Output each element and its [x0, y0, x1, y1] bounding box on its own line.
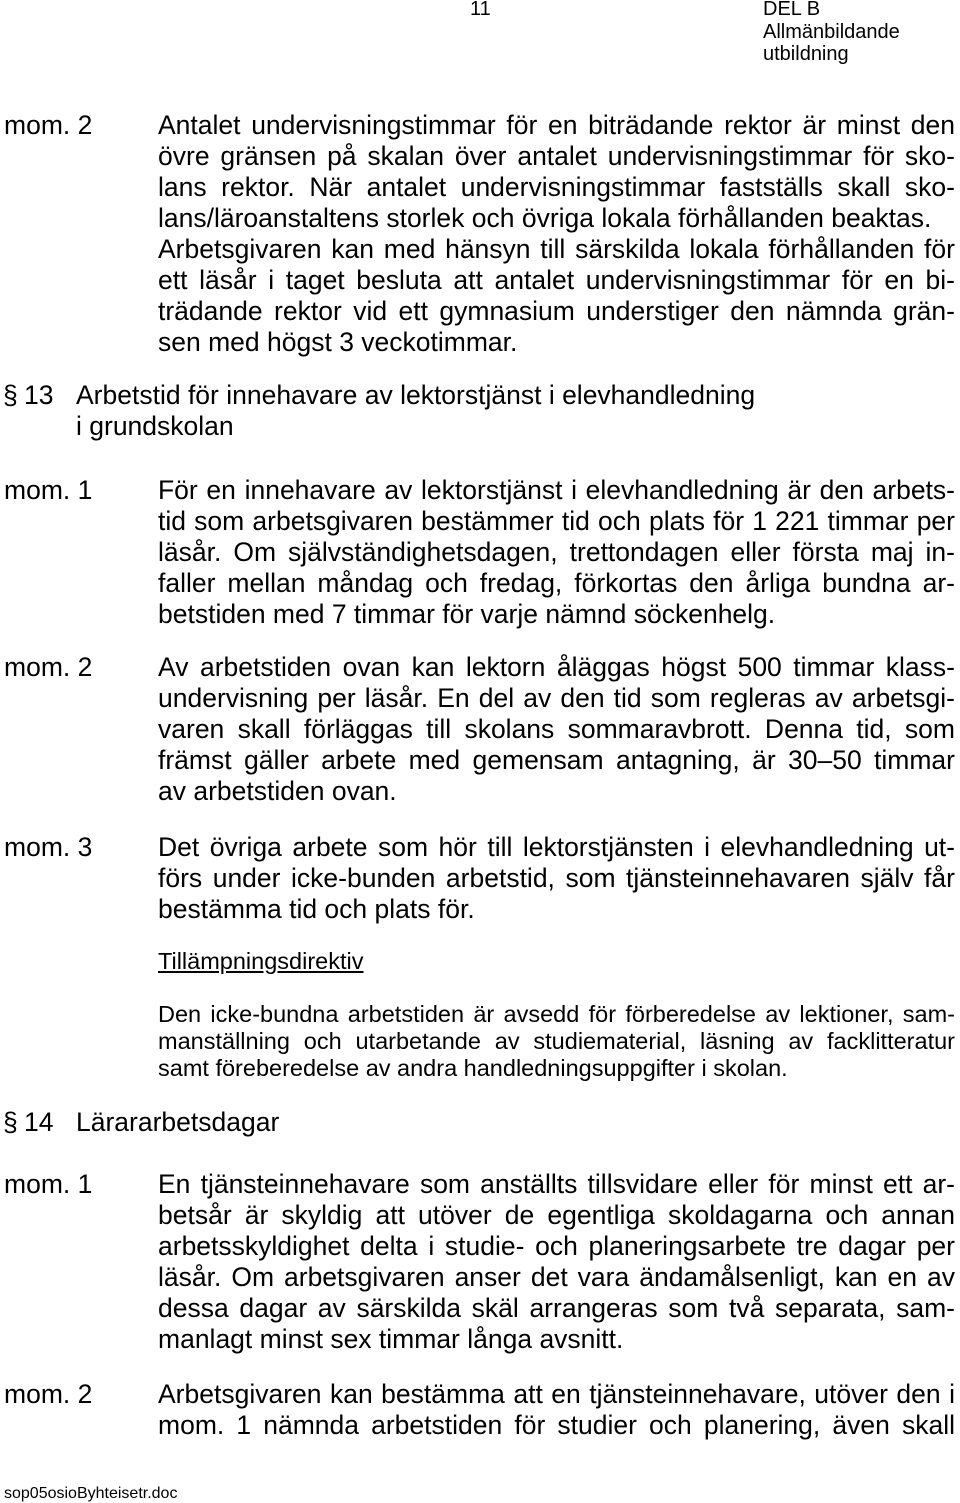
- paragraph-line: En tjänsteinnehavare som anställts tillsvidare eller för minst ett ar-: [158, 1169, 955, 1199]
- moment-paragraph: [158, 1379, 955, 1441]
- paragraph-line: Den icke-bundna arbetstiden är avsedd för förberedelse av lektioner, sam-: [158, 1001, 955, 1027]
- paragraph-line: sen med högst 3 veckotimmar.: [158, 327, 518, 357]
- paragraph-line: betstiden med 7 timmar för varje nämnd söckenhelg.: [158, 599, 776, 629]
- section-symbol: §: [3, 1107, 18, 1137]
- section-title-line: i grundskolan: [76, 411, 234, 441]
- page-number: 11: [470, 0, 491, 20]
- moment-paragraph: [158, 1169, 955, 1355]
- paragraph-line: läsår. Om arbetsgivaren anser det vara ändamålsenligt, kan en av: [158, 1262, 955, 1292]
- paragraph-line: Av arbetstiden ovan kan lektorn åläggas högst 500 timmar klass-: [158, 652, 955, 682]
- moment-label: mom. 2: [4, 110, 93, 140]
- section-title-line: Arbetstid för innehavare av lektorstjänst i elevhandledning: [76, 380, 756, 410]
- paragraph-line: ett läsår i taget besluta att antalet undervisningstimmar för en bi-: [158, 265, 955, 295]
- application-directive-paragraph: [158, 1001, 955, 1082]
- paragraph-line: av arbetstiden ovan.: [158, 776, 397, 806]
- header-part-title-line: utbildning: [763, 43, 849, 65]
- section-number: 13: [24, 380, 54, 410]
- moment-label: mom. 1: [4, 475, 93, 505]
- footer-filename: sop05osioByhteisetr.doc: [4, 1485, 178, 1502]
- paragraph-line: lans rektor. När antalet undervisningstimmar fastställs skall sko-: [158, 172, 955, 202]
- section-title: [76, 1107, 279, 1138]
- moment-paragraph: [158, 652, 955, 807]
- moment-paragraph: [158, 475, 955, 630]
- paragraph-line: betsår är skyldig att utöver de egentliga skoldagarna och annan: [158, 1200, 955, 1230]
- header-part-title-line: Allmänbildande: [763, 20, 900, 43]
- paragraph-line: Arbetsgivaren kan bestämma att en tjänsteinnehavare, utöver den i: [158, 1379, 955, 1409]
- paragraph-line: trädande rektor vid ett gymnasium understiger den nämnda grän-: [158, 296, 955, 326]
- section-symbol: §: [3, 380, 18, 410]
- application-directive-heading: Tillämpningsdirektiv: [158, 948, 364, 974]
- moment-label: mom. 2: [4, 1379, 93, 1409]
- header-part-label: DEL B: [763, 0, 821, 20]
- moment-label: mom. 3: [4, 832, 93, 862]
- paragraph-line: mom. 1 nämnda arbetstiden för studier och planering, även skall: [158, 1410, 955, 1440]
- section-number: 14: [24, 1107, 54, 1137]
- paragraph-line: undervisning per läsår. En del av den tid som regleras av arbetsgi-: [158, 683, 955, 713]
- moment-paragraph: [158, 110, 955, 358]
- section-title: [76, 380, 755, 442]
- paragraph-line: faller mellan måndag och fredag, förkortas den årliga bundna ar-: [158, 568, 955, 598]
- paragraph-line: Det övriga arbete som hör till lektorstjänsten i elevhandledning ut-: [158, 832, 955, 862]
- moment-label: mom. 1: [4, 1169, 93, 1199]
- paragraph-line: dessa dagar av särskilda skäl arrangeras som två separata, sam-: [158, 1293, 955, 1323]
- paragraph-line: lans/läroanstaltens storlek och övriga lokala förhållanden beaktas.: [158, 203, 932, 233]
- paragraph-line: läsår. Om självständighetsdagen, trettondagen eller första maj in-: [158, 537, 955, 567]
- page-header-part: [763, 0, 900, 66]
- paragraph-line: tid som arbetsgivaren bestämmer tid och plats för 1 221 timmar per: [158, 506, 955, 536]
- moment-label: mom. 2: [4, 652, 93, 682]
- paragraph-line: Arbetsgivaren kan med hänsyn till särskilda lokala förhållanden för: [158, 234, 955, 264]
- moment-paragraph: [158, 832, 955, 925]
- paragraph-line: arbetsskyldighet delta i studie- och planeringsarbete tre dagar per: [158, 1231, 955, 1261]
- section-title-line: Lärararbetsdagar: [76, 1107, 280, 1137]
- paragraph-line: Antalet undervisningstimmar för en biträdande rektor är minst den: [158, 110, 955, 140]
- paragraph-line: främst gäller arbete med gemensam antagning, är 30–50 timmar: [158, 745, 955, 775]
- paragraph-line: bestämma tid och plats för.: [158, 894, 475, 924]
- paragraph-line: För en innehavare av lektorstjänst i elevhandledning är den arbets-: [158, 475, 955, 505]
- paragraph-line: manställning och utarbetande av studiematerial, läsning av facklitteratur: [158, 1028, 955, 1054]
- paragraph-line: övre gränsen på skalan över antalet undervisningstimmar för sko-: [158, 141, 955, 171]
- paragraph-line: varen skall förläggas till skolans sommaravbrott. Denna tid, som: [158, 714, 955, 744]
- paragraph-line: samt föreberedelse av andra handledningsuppgifter i skolan.: [158, 1055, 788, 1081]
- paragraph-line: manlagt minst sex timmar långa avsnitt.: [158, 1324, 624, 1354]
- paragraph-line: förs under icke-bunden arbetstid, som tjänsteinnehavaren själv får: [158, 863, 955, 893]
